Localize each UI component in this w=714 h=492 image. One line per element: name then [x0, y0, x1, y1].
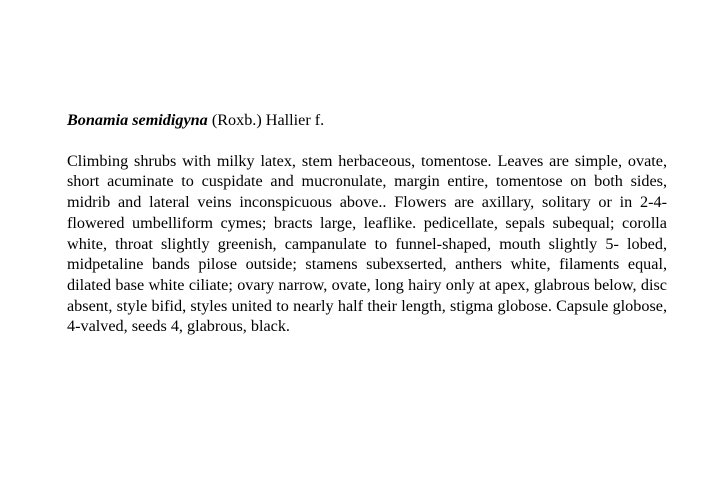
species-authority: (Roxb.) Hallier f.	[207, 111, 325, 129]
species-description: Climbing shrubs with milky latex, stem herbaceous, tomentose. Leaves are simple, ovate, short acuminate to cuspidate and mucronulate, margin entire, tomentose on both sides, midrib and lateral veins inconspicuous above.. Flowers are axillary, solitary or in 2-4-flowered umbelliform cymes; bracts large, leaflike. pedicellate, sepals subequal; corolla white, throat slightly greenish, campanulate to funnel-shaped, mouth slightly 5- lobed, midpetaline bands pilose outside; stamens subexserted, anthers white, filaments equal, dilated base white ciliate; ovary narrow, ovate, long hairy only at apex, glabrous below, disc absent, style bifid, styles united to nearly half their length, stigma globose. Capsule globose, 4-valved, seeds 4, glabrous, black.	[67, 151, 667, 336]
document-page	[67, 110, 667, 337]
species-heading	[67, 110, 667, 131]
species-name: Bonamia semidigyna	[67, 111, 208, 129]
